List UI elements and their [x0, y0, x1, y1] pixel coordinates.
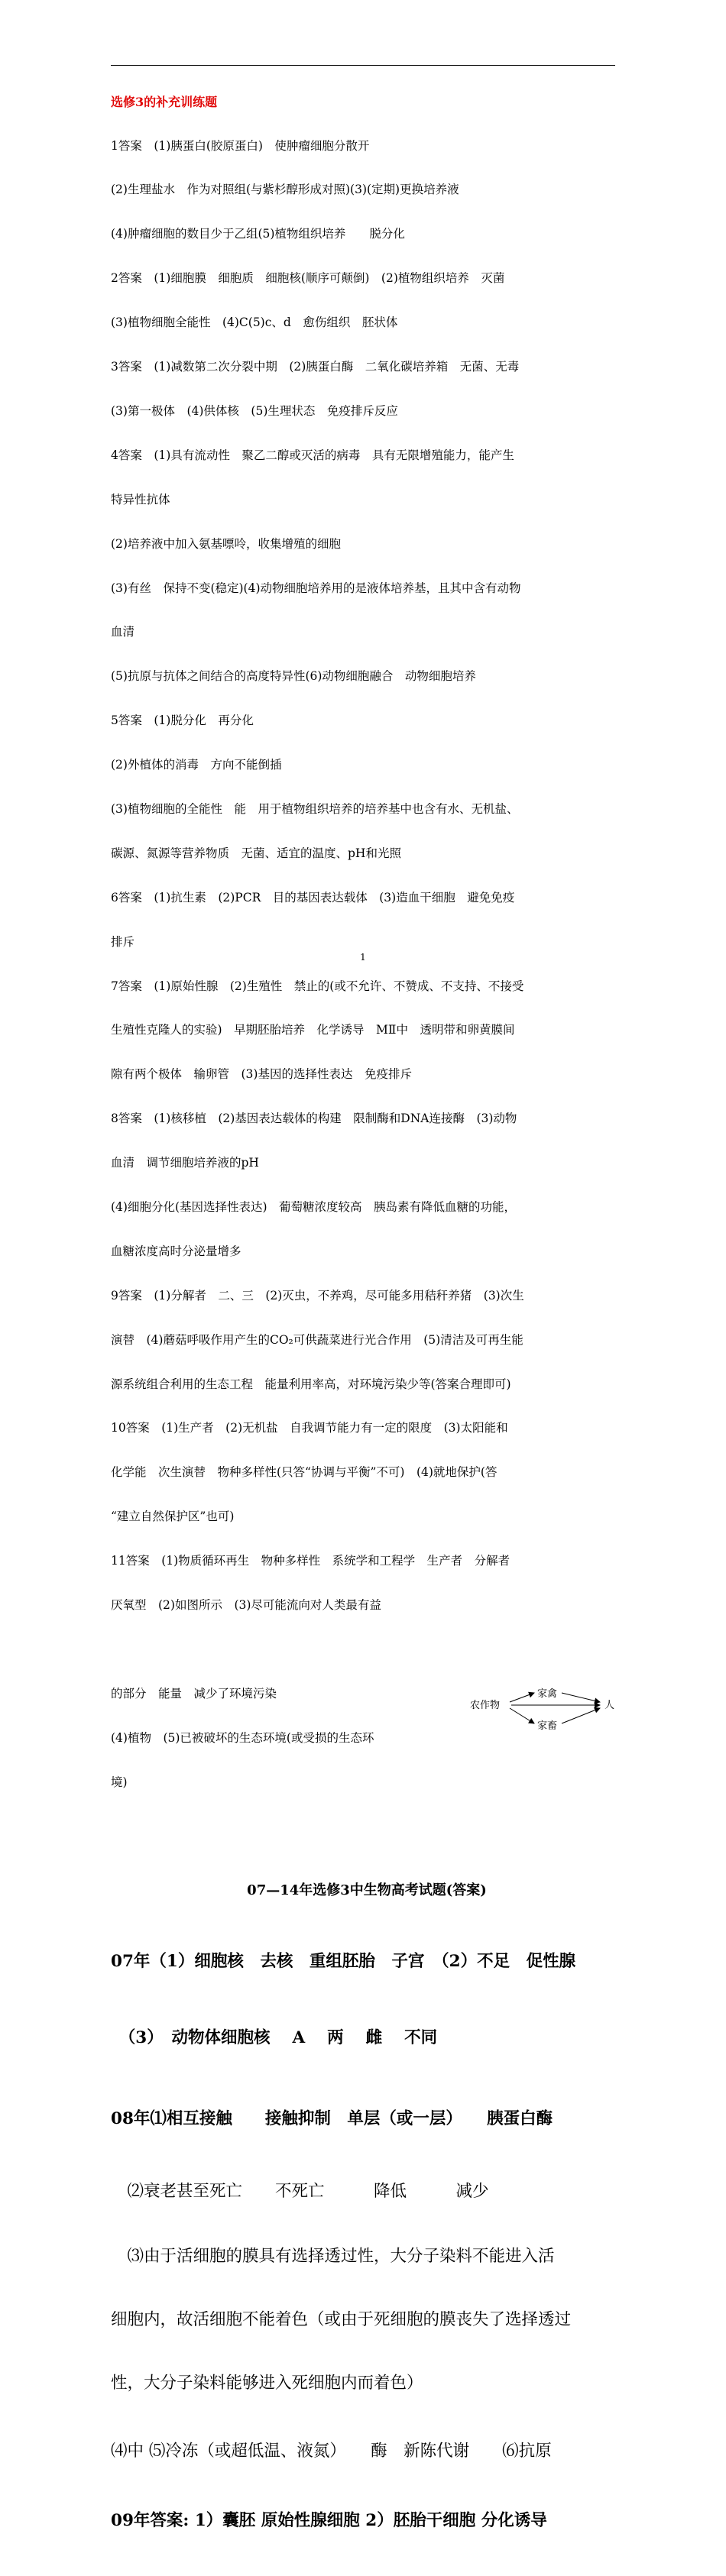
answer-line: (3)第一极体 (4)供体核 (5)生理状态 免疫排斥反应 — [111, 403, 398, 418]
answer-line: 血糖浓度高时分泌量增多 — [111, 1244, 241, 1258]
arrow-upper-target — [562, 1693, 600, 1702]
answer-line: (2)培养液中加入氨基嘌呤，收集增殖的细胞 — [111, 536, 341, 551]
exam-answers — [111, 1900, 623, 2576]
answer-line: 生殖性克隆人的实验) 早期胚胎培养 化学诱导 MⅡ中 透明带和卵黄膜间 — [111, 1023, 515, 1037]
answer-line: 排斥 — [111, 934, 135, 949]
answer-line: 源系统组合利用的生态工程 能量利用率高，对环境污染少等(答案合理即可) — [111, 1377, 511, 1391]
answer-line: (3)植物细胞全能性 (4)C(5)c、d 愈伤组织 胚状体 — [111, 316, 398, 330]
diagram-source-label: 农作物 — [470, 1699, 501, 1711]
answer-line: 3答案 (1)减数第二次分裂中期 (2)胰蛋白酶 二氧化碳培养箱 无菌、无毒 — [111, 360, 520, 374]
exam-line: 08年⑴相互接触 接触抑制 单层（或一层） 胰蛋白酶 — [111, 2108, 553, 2128]
answer-line: 7答案 (1)原始性腺 (2)生殖性 禁止的(或不允许、不赞成、不支持、不接受 — [111, 979, 524, 993]
exam-line: 07年（1）细胞核 去核 重组胚胎 子宫 （2）不足 促性腺 — [111, 1951, 576, 1971]
answer-line: “建立自然保护区”也可) — [111, 1510, 235, 1524]
answer-line: 特异性抗体 — [111, 492, 170, 506]
answer-line: (4)肿瘤细胞的数目少于乙组(5)植物组织培养 脱分化 — [111, 227, 405, 241]
header-rule — [111, 65, 615, 66]
answer-line: 11答案 (1)物质循环再生 物种多样性 系统学和工程学 生产者 分解者 — [111, 1554, 510, 1568]
arrow-source-lower — [510, 1708, 534, 1723]
answer-line: (3)植物细胞的全能性 能 用于植物组织培养的培养基中也含有水、无机盐、 — [111, 801, 519, 816]
answer-line: (4)细胞分化(基因选择性表达) 葡萄糖浓度较高 胰岛素有降低血糖的功能， — [111, 1199, 517, 1214]
answer-line: (2)外植体的消毒 方向不能倒插 — [111, 758, 282, 772]
food-chain-diagram — [470, 1657, 623, 1732]
answer-line: 1答案 (1)胰蛋白(胶原蛋白) 使肿瘤细胞分散开 — [111, 138, 370, 153]
exam-line: ⑵衰老甚至死亡 不死亡 降低 减少 — [111, 2181, 489, 2201]
answer-line: (2)生理盐水 作为对照组(与紫杉醇形成对照)(3)(定期)更换培养液 — [111, 183, 459, 197]
answer-line: 4答案 (1)具有流动性 聚乙二醇或灭活的病毒 具有无限增殖能力，能产生 — [111, 448, 514, 462]
answer-line: 8答案 (1)核移植 (2)基因表达载体的构建 限制酶和DNA连接酶 (3)动物 — [111, 1112, 517, 1126]
exam-line: （3） 动物体细胞核 A 两 雌 不同 — [111, 2027, 438, 2047]
document-body — [111, 95, 623, 2576]
diagram-target-label: 人 — [604, 1699, 615, 1711]
answer-line: 5答案 (1)脱分化 再分化 — [111, 714, 254, 728]
exam-line: 细胞内，故活细胞不能着色（或由于死细胞的膜丧失了选择透过 — [111, 2309, 572, 2329]
section-title: 选修3的补充训练题 — [111, 95, 218, 109]
arrow-lower-target — [562, 1708, 600, 1723]
answer-line: 化学能 次生演替 物种多样性(只答“协调与平衡”不可) (4)就地保护(答 — [111, 1465, 498, 1480]
answer-line: 厌氧型 (2)如图所示 (3)尽可能流向对人类最有益 — [111, 1597, 381, 1612]
answer-line: 碳源、氮源等营养物质 无菌、适宜的温度、pH和光照 — [111, 846, 401, 860]
answer-line: 2答案 (1)细胞膜 细胞质 细胞核(顺序可颠倒) (2)植物组织培养 灭菌 — [111, 271, 505, 286]
diagram-lower-label: 家畜 — [537, 1720, 558, 1732]
answer-line: 演替 (4)蘑菇呼吸作用产生的CO₂可供蔬菜进行光合作用 (5)清洁及可再生能 — [111, 1332, 523, 1347]
answer-line: 境) — [111, 1775, 128, 1789]
answer-block — [111, 109, 623, 1879]
exam-line: 09年答案: 1）囊胚 原始性腺细胞 2）胚胎干细胞 分化诱导 — [111, 2510, 547, 2530]
exam-section-title: 07—14年选修3中生物高考试题(答案) — [247, 1882, 487, 1898]
exam-line: ⑷中 ⑸冷冻（或超低温、液氮） 酶 新陈代谢 ⑹抗原 — [111, 2441, 552, 2461]
answer-line: 9答案 (1)分解者 二、三 (2)灭虫，不养鸡，尽可能多用秸秆养猪 (3)次生 — [111, 1288, 524, 1303]
page-number: 1 — [360, 952, 366, 963]
answer-line: 6答案 (1)抗生素 (2)PCR 目的基因表达载体 (3)造血干细胞 避免免疫 — [111, 890, 515, 905]
answer-line: (3)有丝 保持不变(稳定)(4)动物细胞培养用的是液体培养基，且其中含有动物 — [111, 581, 521, 595]
answer-line: 的部分 能量 减少了环境污染 — [111, 1686, 277, 1701]
exam-line: ⑶由于活细胞的膜具有选择透过性，大分子染料不能进入活 — [111, 2246, 555, 2266]
answer-line: 10答案 (1)生产者 (2)无机盐 自我调节能力有一定的限度 (3)太阳能和 — [111, 1421, 508, 1435]
exam-line: 性，大分子染料能够进入死细胞内而着色） — [111, 2373, 423, 2393]
diagram-upper-label: 家禽 — [537, 1688, 558, 1700]
answer-line: 血清 — [111, 625, 135, 639]
answer-line: (5)抗原与抗体之间结合的高度特异性(6)动物细胞融合 动物细胞培养 — [111, 669, 476, 684]
answer-line: 血清 调节细胞培养液的pH — [111, 1156, 259, 1170]
answer-with-figure — [111, 1657, 623, 1849]
answer-line: 隙有两个极体 输卵管 (3)基因的选择性表达 免疫排斥 — [111, 1067, 412, 1082]
answer-line: (4)植物 (5)已被破坏的生态环境(或受损的生态环 — [111, 1730, 374, 1745]
arrow-source-upper — [510, 1693, 534, 1702]
